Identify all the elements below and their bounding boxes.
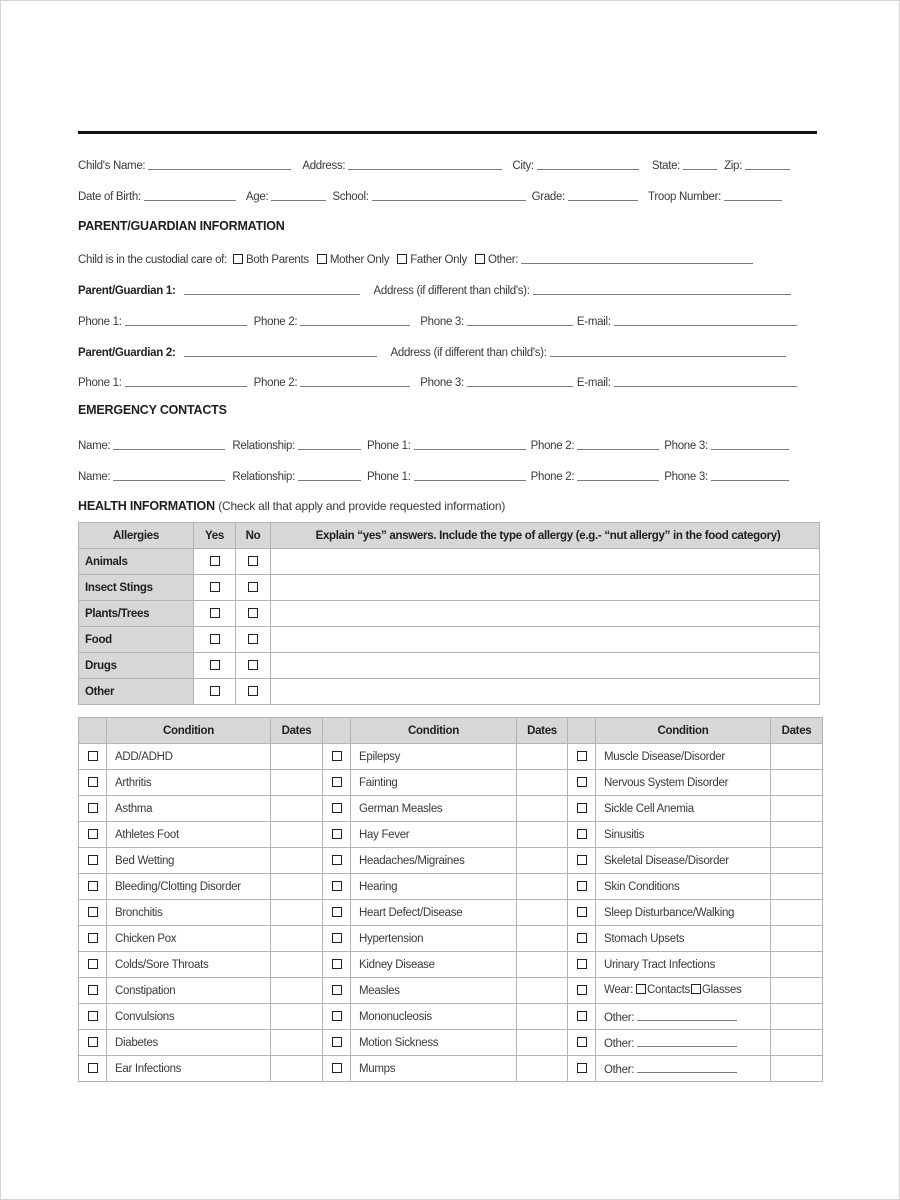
parent-guardian-heading: PARENT/GUARDIAN INFORMATION bbox=[78, 219, 285, 233]
condition-dates-field[interactable] bbox=[771, 926, 823, 952]
condition-label: Athletes Foot bbox=[115, 828, 179, 841]
condition-checkbox[interactable] bbox=[577, 959, 587, 969]
other-condition-field[interactable] bbox=[637, 1010, 737, 1021]
condition-checkbox[interactable] bbox=[88, 959, 98, 969]
condition-label: Headaches/Migraines bbox=[359, 854, 465, 867]
condition-label: Arthritis bbox=[115, 776, 152, 789]
condition-header-2: Condition bbox=[351, 718, 517, 744]
condition-dates-field[interactable] bbox=[517, 744, 568, 770]
condition-label: Asthma bbox=[115, 802, 153, 815]
condition-label: Other: bbox=[604, 1037, 635, 1050]
condition-dates-field[interactable] bbox=[271, 744, 323, 770]
condition-dates-field[interactable] bbox=[771, 770, 823, 796]
condition-row bbox=[79, 952, 823, 978]
allergy-label-animals: Animals bbox=[79, 549, 194, 575]
condition-row bbox=[79, 900, 823, 926]
other-custodial-field[interactable] bbox=[521, 250, 753, 264]
condition-dates-field[interactable] bbox=[771, 822, 823, 848]
allergy-label-drugs: Drugs bbox=[79, 653, 194, 679]
checkbox-header-3 bbox=[568, 718, 596, 744]
condition-checkbox[interactable] bbox=[332, 1063, 342, 1073]
explain-header: Explain “yes” answers. Include the type of allergy (e.g.- “nut allergy” in the food category) bbox=[271, 523, 820, 549]
allergies-header: Allergies bbox=[79, 523, 194, 549]
other-condition-field[interactable] bbox=[637, 1062, 737, 1073]
dob-field[interactable] bbox=[144, 187, 236, 201]
condition-checkbox[interactable] bbox=[88, 855, 98, 865]
condition-checkbox[interactable] bbox=[577, 933, 587, 943]
condition-checkbox[interactable] bbox=[577, 829, 587, 839]
condition-checkbox[interactable] bbox=[88, 1037, 98, 1047]
other-allergy-explain-field[interactable] bbox=[271, 679, 820, 705]
both-parents-label: Both Parents bbox=[245, 254, 309, 266]
condition-label: Skin Conditions bbox=[604, 880, 680, 893]
condition-label: Constipation bbox=[115, 984, 176, 997]
condition-checkbox[interactable] bbox=[88, 803, 98, 813]
allergy-row bbox=[79, 653, 820, 679]
emergency-contacts-heading: EMERGENCY CONTACTS bbox=[78, 403, 227, 417]
condition-row bbox=[79, 978, 823, 1004]
guardian-1-phone1-label: Phone 1: bbox=[78, 316, 122, 328]
guardian-1-email-label: E-mail: bbox=[576, 316, 611, 328]
emergency-2-phone1-label: Phone 1: bbox=[366, 471, 411, 483]
health-information-note: (Check all that apply and provide requested information) bbox=[218, 499, 506, 513]
guardian-2-row bbox=[78, 341, 818, 359]
no-header: No bbox=[236, 523, 271, 549]
allergy-row bbox=[79, 627, 820, 653]
condition-label: Measles bbox=[359, 984, 400, 997]
emergency-2-phone3-field[interactable] bbox=[711, 467, 789, 481]
condition-label: Other: bbox=[604, 1063, 635, 1076]
condition-row bbox=[79, 1030, 823, 1056]
condition-checkbox[interactable] bbox=[332, 959, 342, 969]
animals-yes-checkbox[interactable] bbox=[210, 556, 220, 566]
condition-label: Mononucleosis bbox=[359, 1010, 432, 1023]
condition-dates-field[interactable] bbox=[517, 796, 568, 822]
condition-row bbox=[79, 1004, 823, 1030]
condition-checkbox[interactable] bbox=[577, 803, 587, 813]
allergy-label-plants-trees: Plants/Trees bbox=[79, 601, 194, 627]
state-field[interactable] bbox=[683, 156, 717, 170]
emergency-1-name-field[interactable] bbox=[113, 436, 225, 450]
guardian-2-phone1-field[interactable] bbox=[125, 373, 247, 387]
condition-dates-field[interactable] bbox=[271, 900, 323, 926]
emergency-1-phone3-label: Phone 3: bbox=[664, 440, 708, 452]
condition-checkbox[interactable] bbox=[88, 777, 98, 787]
troop-number-field[interactable] bbox=[724, 187, 782, 201]
address-label: Address: bbox=[302, 160, 346, 172]
other-custodial-checkbox[interactable] bbox=[475, 254, 485, 264]
condition-dates-field[interactable] bbox=[517, 900, 568, 926]
age-field[interactable] bbox=[271, 187, 326, 201]
plants-trees-explain-field[interactable] bbox=[271, 601, 820, 627]
zip-label: Zip: bbox=[724, 160, 743, 172]
mother-only-checkbox[interactable] bbox=[317, 254, 327, 264]
drugs-no-checkbox[interactable] bbox=[248, 660, 258, 670]
contacts-checkbox[interactable] bbox=[636, 984, 646, 994]
condition-label: Fainting bbox=[359, 776, 398, 789]
checkbox-header-2 bbox=[323, 718, 351, 744]
guardian-2-address-field[interactable] bbox=[550, 343, 786, 357]
condition-label: Hypertension bbox=[359, 932, 424, 945]
guardian-2-phone1-label: Phone 1: bbox=[78, 377, 122, 389]
condition-dates-field[interactable] bbox=[771, 744, 823, 770]
condition-row bbox=[79, 874, 823, 900]
animals-explain-field[interactable] bbox=[271, 549, 820, 575]
condition-checkbox[interactable] bbox=[88, 1063, 98, 1073]
condition-label: Wear: bbox=[604, 984, 633, 997]
condition-dates-field[interactable] bbox=[517, 848, 568, 874]
emergency-1-phone3-field[interactable] bbox=[711, 436, 789, 450]
guardian-2-phone3-label: Phone 3: bbox=[420, 377, 464, 389]
other-allergy-yes-checkbox[interactable] bbox=[210, 686, 220, 696]
condition-dates-field[interactable] bbox=[271, 770, 323, 796]
condition-label: Epilepsy bbox=[359, 750, 401, 763]
health-information-heading bbox=[78, 499, 505, 513]
conditions-header-row bbox=[79, 718, 823, 744]
guardian-2-email-label: E-mail: bbox=[576, 377, 611, 389]
condition-label: Diabetes bbox=[115, 1036, 158, 1049]
condition-checkbox[interactable] bbox=[577, 907, 587, 917]
condition-dates-field[interactable] bbox=[517, 874, 568, 900]
yes-header: Yes bbox=[194, 523, 236, 549]
emergency-2-relationship-label: Relationship: bbox=[232, 471, 295, 483]
emergency-2-phone2-label: Phone 2: bbox=[530, 471, 575, 483]
guardian-1-phone3-label: Phone 3: bbox=[420, 316, 464, 328]
drugs-yes-checkbox[interactable] bbox=[210, 660, 220, 670]
guardian-2-name-field[interactable] bbox=[184, 343, 377, 357]
emergency-1-relationship-field[interactable] bbox=[298, 436, 361, 450]
condition-label: Sickle Cell Anemia bbox=[604, 802, 694, 815]
condition-header-3: Condition bbox=[596, 718, 771, 744]
condition-checkbox[interactable] bbox=[332, 933, 342, 943]
condition-checkbox[interactable] bbox=[332, 985, 342, 995]
drugs-explain-field[interactable] bbox=[271, 653, 820, 679]
emergency-1-phone1-label: Phone 1: bbox=[366, 440, 411, 452]
guardian-1-phone1-field[interactable] bbox=[125, 312, 247, 326]
condition-label: Chicken Pox bbox=[115, 932, 177, 945]
conditions-table bbox=[78, 717, 823, 1082]
condition-checkbox[interactable] bbox=[577, 1011, 587, 1021]
allergies-table bbox=[78, 522, 820, 705]
condition-label: Other: bbox=[604, 1011, 635, 1024]
condition-dates-field[interactable] bbox=[517, 770, 568, 796]
condition-checkbox[interactable] bbox=[577, 777, 587, 787]
emergency-2-name-label: Name: bbox=[78, 471, 111, 483]
food-no-checkbox[interactable] bbox=[248, 634, 258, 644]
condition-dates-field[interactable] bbox=[271, 1030, 323, 1056]
health-information-title: HEALTH INFORMATION bbox=[78, 499, 215, 513]
condition-checkbox[interactable] bbox=[577, 1037, 587, 1047]
guardian-1-phone2-label: Phone 2: bbox=[253, 316, 298, 328]
condition-dates-field[interactable] bbox=[517, 952, 568, 978]
condition-label: Skeletal Disease/Disorder bbox=[604, 854, 729, 867]
condition-label: ADD/ADHD bbox=[115, 750, 173, 763]
condition-label: German Measles bbox=[359, 802, 443, 815]
condition-row bbox=[79, 822, 823, 848]
allergy-row bbox=[79, 549, 820, 575]
condition-dates-field[interactable] bbox=[517, 926, 568, 952]
condition-checkbox[interactable] bbox=[577, 751, 587, 761]
guardian-2-phone3-field[interactable] bbox=[467, 373, 573, 387]
condition-label: Mumps bbox=[359, 1062, 396, 1075]
dates-header-2: Dates bbox=[517, 718, 568, 744]
allergy-row bbox=[79, 679, 820, 705]
condition-dates-field[interactable] bbox=[271, 822, 323, 848]
school-field[interactable] bbox=[372, 187, 526, 201]
condition-checkbox[interactable] bbox=[88, 907, 98, 917]
condition-checkbox[interactable] bbox=[332, 803, 342, 813]
condition-dates-field[interactable] bbox=[517, 1030, 568, 1056]
condition-dates-field[interactable] bbox=[771, 1056, 823, 1082]
condition-row bbox=[79, 1056, 823, 1082]
condition-label: Sleep Disturbance/Walking bbox=[604, 906, 735, 919]
dates-header-1: Dates bbox=[271, 718, 323, 744]
condition-dates-field[interactable] bbox=[271, 1004, 323, 1030]
emergency-2-phone3-label: Phone 3: bbox=[664, 471, 708, 483]
guardian-2-email-field[interactable] bbox=[614, 373, 797, 387]
guardian-1-address-field[interactable] bbox=[533, 281, 791, 295]
condition-dates-field[interactable] bbox=[271, 952, 323, 978]
condition-checkbox[interactable] bbox=[577, 1063, 587, 1073]
condition-checkbox[interactable] bbox=[88, 751, 98, 761]
condition-dates-field[interactable] bbox=[271, 1056, 323, 1082]
guardian-2-label: Parent/Guardian 2: bbox=[78, 347, 176, 359]
condition-label: Hearing bbox=[359, 880, 398, 893]
condition-row bbox=[79, 926, 823, 952]
guardian-1-name-field[interactable] bbox=[184, 281, 360, 295]
condition-label: Sinusitis bbox=[604, 828, 645, 841]
condition-label: Stomach Upsets bbox=[604, 932, 685, 945]
school-label: School: bbox=[332, 191, 369, 203]
condition-row bbox=[79, 770, 823, 796]
grade-field[interactable] bbox=[568, 187, 638, 201]
condition-dates-field[interactable] bbox=[771, 796, 823, 822]
guardian-1-phones-row bbox=[78, 310, 818, 328]
condition-dates-field[interactable] bbox=[771, 1030, 823, 1056]
childs-name-label: Child's Name: bbox=[78, 160, 146, 172]
grade-label: Grade: bbox=[531, 191, 566, 203]
condition-checkbox[interactable] bbox=[332, 881, 342, 891]
condition-dates-field[interactable] bbox=[271, 796, 323, 822]
condition-checkbox[interactable] bbox=[332, 777, 342, 787]
condition-label: Convulsions bbox=[115, 1010, 175, 1023]
insect-stings-yes-checkbox[interactable] bbox=[210, 582, 220, 592]
glasses-checkbox[interactable] bbox=[691, 984, 701, 994]
allergy-label-other: Other bbox=[79, 679, 194, 705]
contacts-label: Contacts bbox=[646, 984, 690, 997]
checkbox-header-1 bbox=[79, 718, 107, 744]
emergency-1-phone1-field[interactable] bbox=[414, 436, 526, 450]
condition-checkbox[interactable] bbox=[577, 881, 587, 891]
custodial-care-label: Child is in the custodial care of: bbox=[78, 254, 227, 266]
food-explain-field[interactable] bbox=[271, 627, 820, 653]
condition-label: Ear Infections bbox=[115, 1062, 182, 1075]
address-field[interactable] bbox=[348, 156, 502, 170]
emergency-1-relationship-label: Relationship: bbox=[232, 440, 295, 452]
child-info-row-1 bbox=[78, 154, 818, 172]
condition-dates-field[interactable] bbox=[771, 900, 823, 926]
glasses-label: Glasses bbox=[701, 984, 742, 997]
condition-label: Heart Defect/Disease bbox=[359, 906, 463, 919]
condition-label: Nervous System Disorder bbox=[604, 776, 729, 789]
condition-label: Kidney Disease bbox=[359, 958, 435, 971]
other-allergy-no-checkbox[interactable] bbox=[248, 686, 258, 696]
condition-label: Bronchitis bbox=[115, 906, 163, 919]
guardian-1-label: Parent/Guardian 1: bbox=[78, 285, 176, 297]
emergency-2-phone1-field[interactable] bbox=[414, 467, 526, 481]
dob-label: Date of Birth: bbox=[78, 191, 141, 203]
condition-checkbox[interactable] bbox=[577, 985, 587, 995]
condition-dates-field[interactable] bbox=[271, 926, 323, 952]
condition-checkbox[interactable] bbox=[332, 855, 342, 865]
allergies-header-row bbox=[79, 523, 820, 549]
condition-row bbox=[79, 744, 823, 770]
condition-dates-field[interactable] bbox=[517, 1004, 568, 1030]
condition-dates-field[interactable] bbox=[517, 822, 568, 848]
allergy-label-food: Food bbox=[79, 627, 194, 653]
condition-label: Motion Sickness bbox=[359, 1036, 439, 1049]
condition-checkbox[interactable] bbox=[332, 751, 342, 761]
plants-trees-yes-checkbox[interactable] bbox=[210, 608, 220, 618]
condition-row bbox=[79, 796, 823, 822]
guardian-1-row bbox=[78, 279, 818, 297]
age-label: Age: bbox=[245, 191, 269, 203]
zip-field[interactable] bbox=[745, 156, 790, 170]
custodial-care-row bbox=[78, 248, 818, 266]
guardian-2-phones-row bbox=[78, 371, 818, 389]
condition-checkbox[interactable] bbox=[88, 933, 98, 943]
condition-dates-field[interactable] bbox=[271, 978, 323, 1004]
city-label: City: bbox=[512, 160, 534, 172]
insect-stings-explain-field[interactable] bbox=[271, 575, 820, 601]
condition-dates-field[interactable] bbox=[771, 874, 823, 900]
mother-only-label: Mother Only bbox=[329, 254, 390, 266]
dates-header-3: Dates bbox=[771, 718, 823, 744]
guardian-2-phone2-field[interactable] bbox=[300, 373, 410, 387]
insect-stings-no-checkbox[interactable] bbox=[248, 582, 258, 592]
condition-checkbox[interactable] bbox=[577, 855, 587, 865]
childs-name-field[interactable] bbox=[148, 156, 291, 170]
condition-checkbox[interactable] bbox=[88, 829, 98, 839]
condition-label: Bleeding/Clotting Disorder bbox=[115, 880, 241, 893]
emergency-1-phone2-field[interactable] bbox=[577, 436, 659, 450]
condition-checkbox[interactable] bbox=[332, 907, 342, 917]
condition-checkbox[interactable] bbox=[332, 829, 342, 839]
guardian-2-phone2-label: Phone 2: bbox=[253, 377, 298, 389]
guardian-1-phone2-field[interactable] bbox=[300, 312, 410, 326]
condition-label: Hay Fever bbox=[359, 828, 410, 841]
condition-checkbox[interactable] bbox=[332, 1011, 342, 1021]
condition-label: Bed Wetting bbox=[115, 854, 175, 867]
condition-row bbox=[79, 848, 823, 874]
condition-checkbox[interactable] bbox=[88, 1011, 98, 1021]
allergy-row bbox=[79, 575, 820, 601]
condition-checkbox[interactable] bbox=[88, 985, 98, 995]
emergency-2-name-field[interactable] bbox=[113, 467, 225, 481]
condition-dates-field[interactable] bbox=[771, 952, 823, 978]
condition-dates-field[interactable] bbox=[771, 978, 823, 1004]
animals-no-checkbox[interactable] bbox=[248, 556, 258, 566]
food-yes-checkbox[interactable] bbox=[210, 634, 220, 644]
state-label: State: bbox=[651, 160, 681, 172]
guardian-2-address-label: Address (if different than child's): bbox=[390, 347, 547, 359]
city-field[interactable] bbox=[537, 156, 639, 170]
guardian-1-phone3-field[interactable] bbox=[467, 312, 573, 326]
condition-header-1: Condition bbox=[107, 718, 271, 744]
top-rule bbox=[78, 131, 817, 134]
father-only-label: Father Only bbox=[410, 254, 467, 266]
condition-dates-field[interactable] bbox=[517, 1056, 568, 1082]
guardian-1-address-label: Address (if different than child's): bbox=[373, 285, 530, 297]
condition-label: Urinary Tract Infections bbox=[604, 958, 716, 971]
father-only-checkbox[interactable] bbox=[397, 254, 407, 264]
condition-checkbox[interactable] bbox=[332, 1037, 342, 1047]
emergency-1-name-label: Name: bbox=[78, 440, 111, 452]
child-info-row-2 bbox=[78, 185, 818, 203]
emergency-2-relationship-field[interactable] bbox=[298, 467, 361, 481]
allergy-row bbox=[79, 601, 820, 627]
both-parents-checkbox[interactable] bbox=[233, 254, 243, 264]
condition-checkbox[interactable] bbox=[88, 881, 98, 891]
condition-dates-field[interactable] bbox=[271, 874, 323, 900]
troop-number-label: Troop Number: bbox=[648, 191, 722, 203]
emergency-2-phone2-field[interactable] bbox=[577, 467, 659, 481]
condition-dates-field[interactable] bbox=[271, 848, 323, 874]
condition-dates-field[interactable] bbox=[771, 1004, 823, 1030]
emergency-1-phone2-label: Phone 2: bbox=[530, 440, 575, 452]
allergy-label-insect-stings: Insect Stings bbox=[79, 575, 194, 601]
other-condition-field[interactable] bbox=[637, 1036, 737, 1047]
condition-dates-field[interactable] bbox=[771, 848, 823, 874]
other-custodial-label: Other: bbox=[487, 254, 519, 266]
condition-dates-field[interactable] bbox=[517, 978, 568, 1004]
emergency-contact-2-row bbox=[78, 465, 818, 483]
emergency-contact-1-row bbox=[78, 434, 818, 452]
plants-trees-no-checkbox[interactable] bbox=[248, 608, 258, 618]
condition-label: Muscle Disease/Disorder bbox=[604, 750, 725, 763]
guardian-1-email-field[interactable] bbox=[614, 312, 797, 326]
condition-label: Colds/Sore Throats bbox=[115, 958, 209, 971]
